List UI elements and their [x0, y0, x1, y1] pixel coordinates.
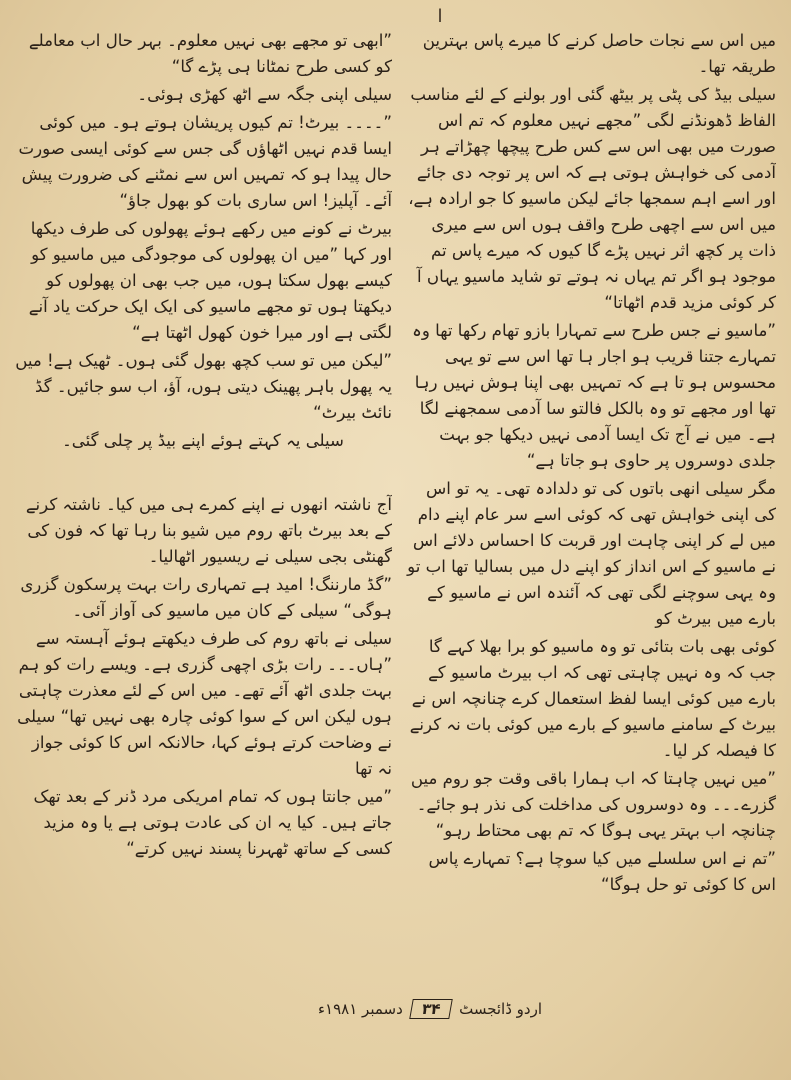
left-column	[14, 28, 392, 978]
page-number: ۳۴	[409, 999, 453, 1019]
paragraph: بیرٹ نے کونے میں رکھے ہوئے پھولوں کی طرف دیکھا اور کہا ”میں ان پھولوں کی موجودگی میں ماسیو کو کیسے بھول سکتا ہوں، میں جب بھی ان پھولوں کو دیکھتا ہوں تو مجھے ماسیو کی ایک ایک حرکت یاد آنے لگتی ہے اور میرا خون کھول اٹھتا ہے“	[28, 219, 392, 342]
right-column	[404, 28, 776, 943]
issue-date: دسمبر ۱۹۸۱ء	[317, 1000, 403, 1018]
paragraph: سیلی اپنی جگہ سے اٹھ کھڑی ہوئی۔	[137, 85, 392, 104]
section-closing-line: سیلی یہ کہتے ہوئے اپنے بیڈ پر چلی گئی۔	[62, 431, 344, 450]
paragraph: میں اس سے نجات حاصل کرنے کا میرے پاس بہترین طریقہ تھا۔	[422, 31, 776, 76]
paragraph: سیلی نے باتھ روم کی طرف دیکھتے ہوئے آہستہ سے ”ہاں۔۔۔ رات بڑی اچھی گزری ہے۔ ویسے رات کو ہم بہت جلدی اٹھ آئے تھے۔ میں اس کے لئے معذرت چاہتی ہوں لیکن اس کے سوا کوئی چارہ بھی نہیں تھا“ سیلی نے وضاحت کرتے ہوئے کہا، حالانکہ اس کا کوئی جواز نہ تھا	[17, 629, 392, 778]
magazine-name: اردو ڈائجسٹ	[459, 1000, 543, 1018]
paragraph: ”لیکن میں تو سب کچھ بھول گئی ہوں۔ ٹھیک ہے! میں یہ پھول باہر پھینک دیتی ہوں، آؤ، اب سو جائیں۔ گڈ نائٹ بیرٹ“	[15, 351, 392, 422]
paragraph: آج ناشتہ انھوں نے اپنے کمرے ہی میں کیا۔ ناشتہ کرنے کے بعد بیرٹ باتھ روم میں شیو بنا رہا تھا کہ فون کی گھنٹی بجی سیلی نے ریسیور اٹھالیا۔	[25, 495, 392, 566]
section-break	[14, 456, 392, 492]
paragraph: ”ابھی تو مجھے بھی نہیں معلوم۔ بہر حال اب معاملے کو کسی طرح نمٹانا ہی پڑے گا“	[28, 31, 392, 76]
paragraph: سیلی بیڈ کی پٹی پر بیٹھ گئی اور بولنے کے لئے مناسب الفاظ ڈھونڈنے لگی ”مجھے نہیں معلوم کہ تم اس صورت میں بھی اس سے کس طرح پیچھا چھڑاتے ہر آدمی کی خواہش ہوتی ہے کہ اس پر توجہ دی جائے اور اسے اہم سمجھا جائے لیکن ماسیو کا جو ارادہ ہے، میں اس سے اچھی طرح واقف ہوں اس سے میری ذات پر کچھ اثر نہیں پڑے گا کیوں کہ میرے پاس تم موجود ہو اگر تم یہاں نہ ہوتے تو شاید ماسیو یہاں آ کر کوئی مزید قدم اٹھاتا“	[408, 85, 776, 312]
paragraph: ”۔۔۔۔ بیرٹ! تم کیوں پریشان ہوتے ہو۔ میں کوئی ایسا قدم نہیں اٹھاؤں گی جس سے کوئی ایسی صورت حال پیدا ہو کہ تمہیں اس سے نمٹنے کی ضرورت پیش آئے۔ آپلیز! اس ساری بات کو بھول جاؤ“	[18, 113, 392, 210]
paragraph: ”میں جانتا ہوں کہ تمام امریکی مرد ڈنر کے بعد تھک جاتے ہیں۔ کیا یہ ان کی عادت ہوتی ہے یا وہ مزید کسی کے ساتھ ٹھہرنا پسند نہیں کرتے“	[33, 787, 392, 858]
page-mark: ا	[437, 6, 443, 27]
page-footer	[270, 994, 590, 1024]
paragraph: کوئی بھی بات بتائی تو وہ ماسیو کو برا بھلا کہے گا جب کہ وہ نہیں چاہتی تھی کہ اب بیرٹ ماسیو کے بارے میں کوئی ایسا لفظ استعمال کرے چنانچہ اس نے بیرٹ کے سامنے ماسیو کے بارے میں کوئی بات نہ کرنے کا فیصلہ کر لیا۔	[409, 637, 776, 760]
paragraph: ”تم نے اس سلسلے میں کیا سوچا ہے؟ تمہارے پاس اس کا کوئی تو حل ہوگا“	[428, 849, 776, 894]
paragraph: ”گڈ مارننگ! امید ہے تمہاری رات بہت پرسکون گزری ہوگی“ سیلی کے کان میں ماسیو کی آواز آئی۔	[20, 575, 392, 620]
paragraph: ”ماسیو نے جس طرح سے تمہارا بازو تھام رکھا تھا وہ تمہارے جتنا قریب ہو اجار ہا تھا اس سے تو یہی محسوس ہو تا ہے کہ تمہیں بھی اپنا ہوش نہیں رہا تھا اور مجھے تو وہ بالکل فالتو سا آدمی سمجھنے لگا ہے۔ میں نے آج تک ایسا آدمی نہیں دیکھا جو بہت جلدی دوسروں پر حاوی ہو جاتا ہے“	[412, 321, 776, 470]
paragraph: مگر سیلی انھی باتوں کی تو دلدادہ تھی۔ یہ تو اس کی اپنی خواہش تھی کہ کوئی اسے سر عام اپنے دام میں لے کر اپنی چاہت اور قربت کا احساس دلائے اس نے ماسیو کے اس انداز کو اپنے دل میں بسالیا تھا اب تو وہ یہی سوچنے لگی تھی کہ آئندہ اس نے ماسیو کے بارے میں بیرٹ کو	[407, 479, 776, 628]
paragraph: ”میں نہیں چاہتا کہ اب ہمارا باقی وقت جو روم میں گزرے۔۔۔ وہ دوسروں کی مداخلت کی نذر ہو جائے۔ چنانچہ اب بہتر یہی ہوگا کہ تم بھی محتاط رہو“	[410, 769, 776, 840]
